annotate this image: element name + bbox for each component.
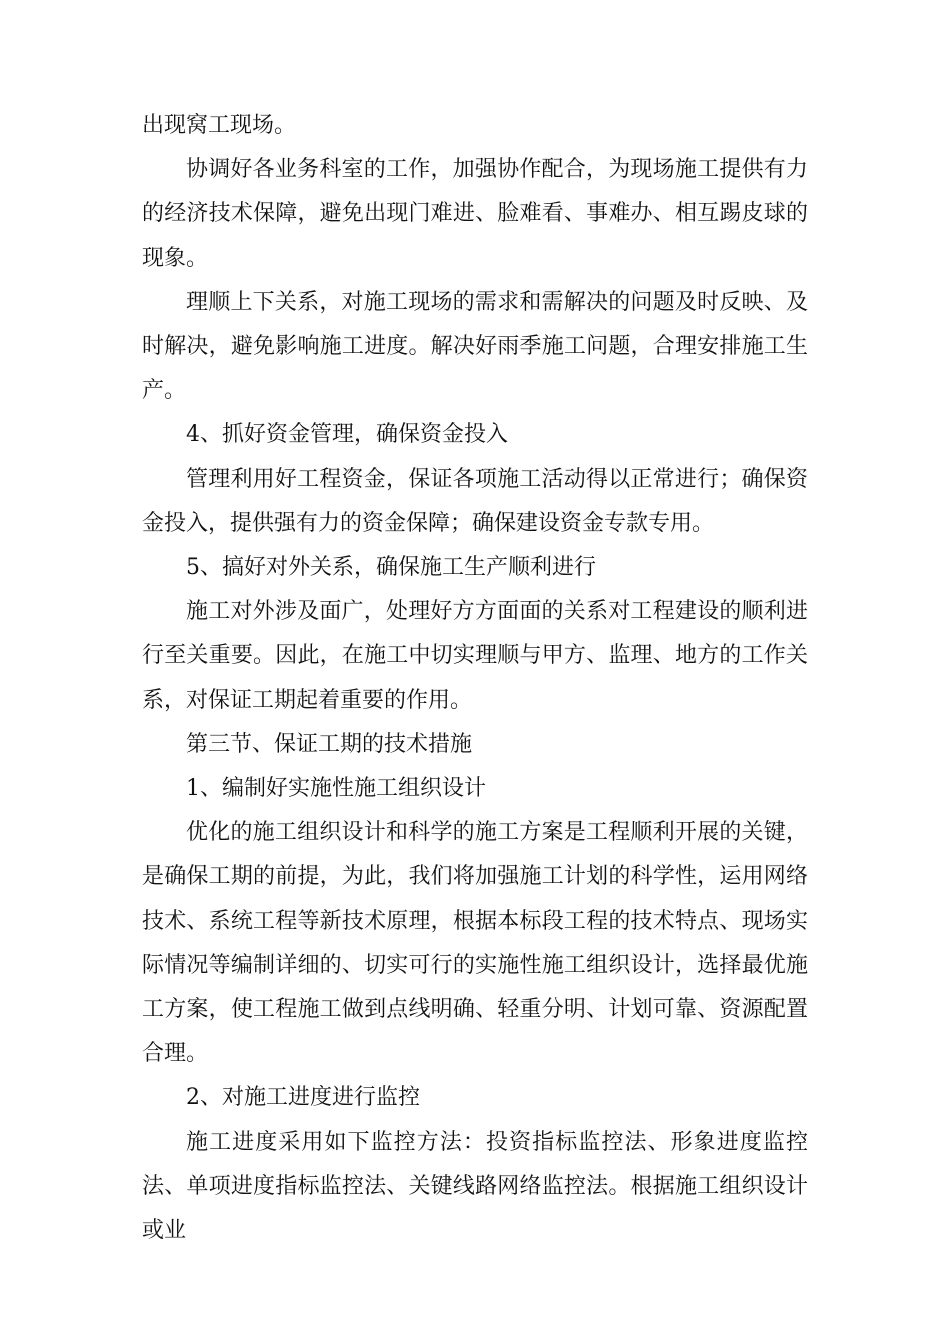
heading-funds-management: 4、抓好资金管理，确保资金投入 [186, 422, 508, 448]
paragraph-external-relations: 施工对外涉及面广，处理好方方面面的关系对工程建设的顺利进行至关重要。因此，在施工中切实理顺与甲方、监理、地方的工作关系，对保证工期起着重要的作用。 [142, 599, 808, 713]
paragraph-coordination: 协调好各业务科室的工作，加强协作配合，为现场施工提供有力的经济技术保障，避免出现门难进、脸难看、事难办、相互踢皮球的现象。 [142, 157, 808, 271]
document-body [142, 104, 808, 1253]
section-heading-technical-measures: 第三节、保证工期的技术措施 [186, 731, 473, 757]
heading-external-relations: 5、搞好对外关系，确保施工生产顺利进行 [186, 555, 596, 581]
heading-progress-monitoring: 2、对施工进度进行监控 [186, 1085, 420, 1111]
heading-construction-design: 1、编制好实施性施工组织设计 [186, 776, 486, 802]
paragraph-construction-design: 优化的施工组织设计和科学的施工方案是工程顺利开展的关键，是确保工期的前提，为此，我们将加强施工计划的科学性，运用网络技术、系统工程等新技术原理，根据本标段工程的技术特点、现场实际情况等编制详细的、切实可行的实施性施工组织设计，选择最优施工方案，使工程施工做到点线明确、轻重分明、计划可靠、资源配置合理。 [142, 820, 808, 1067]
paragraph-funds: 管理利用好工程资金，保证各项施工活动得以正常进行；确保资金投入，提供强有力的资金保障；确保建设资金专款专用。 [142, 466, 808, 536]
paragraph-progress-monitoring: 施工进度采用如下监控方法：投资指标监控法、形象进度监控法、单项进度指标监控法、关键线路网络监控法。根据施工组织设计或业 [142, 1129, 808, 1244]
paragraph-relations: 理顺上下关系，对施工现场的需求和需解决的问题及时反映、及时解决，避免影响施工进度。解决好雨季施工问题，合理安排施工生产。 [142, 289, 808, 404]
paragraph-continuation: 出现窝工现场。 [142, 113, 297, 138]
